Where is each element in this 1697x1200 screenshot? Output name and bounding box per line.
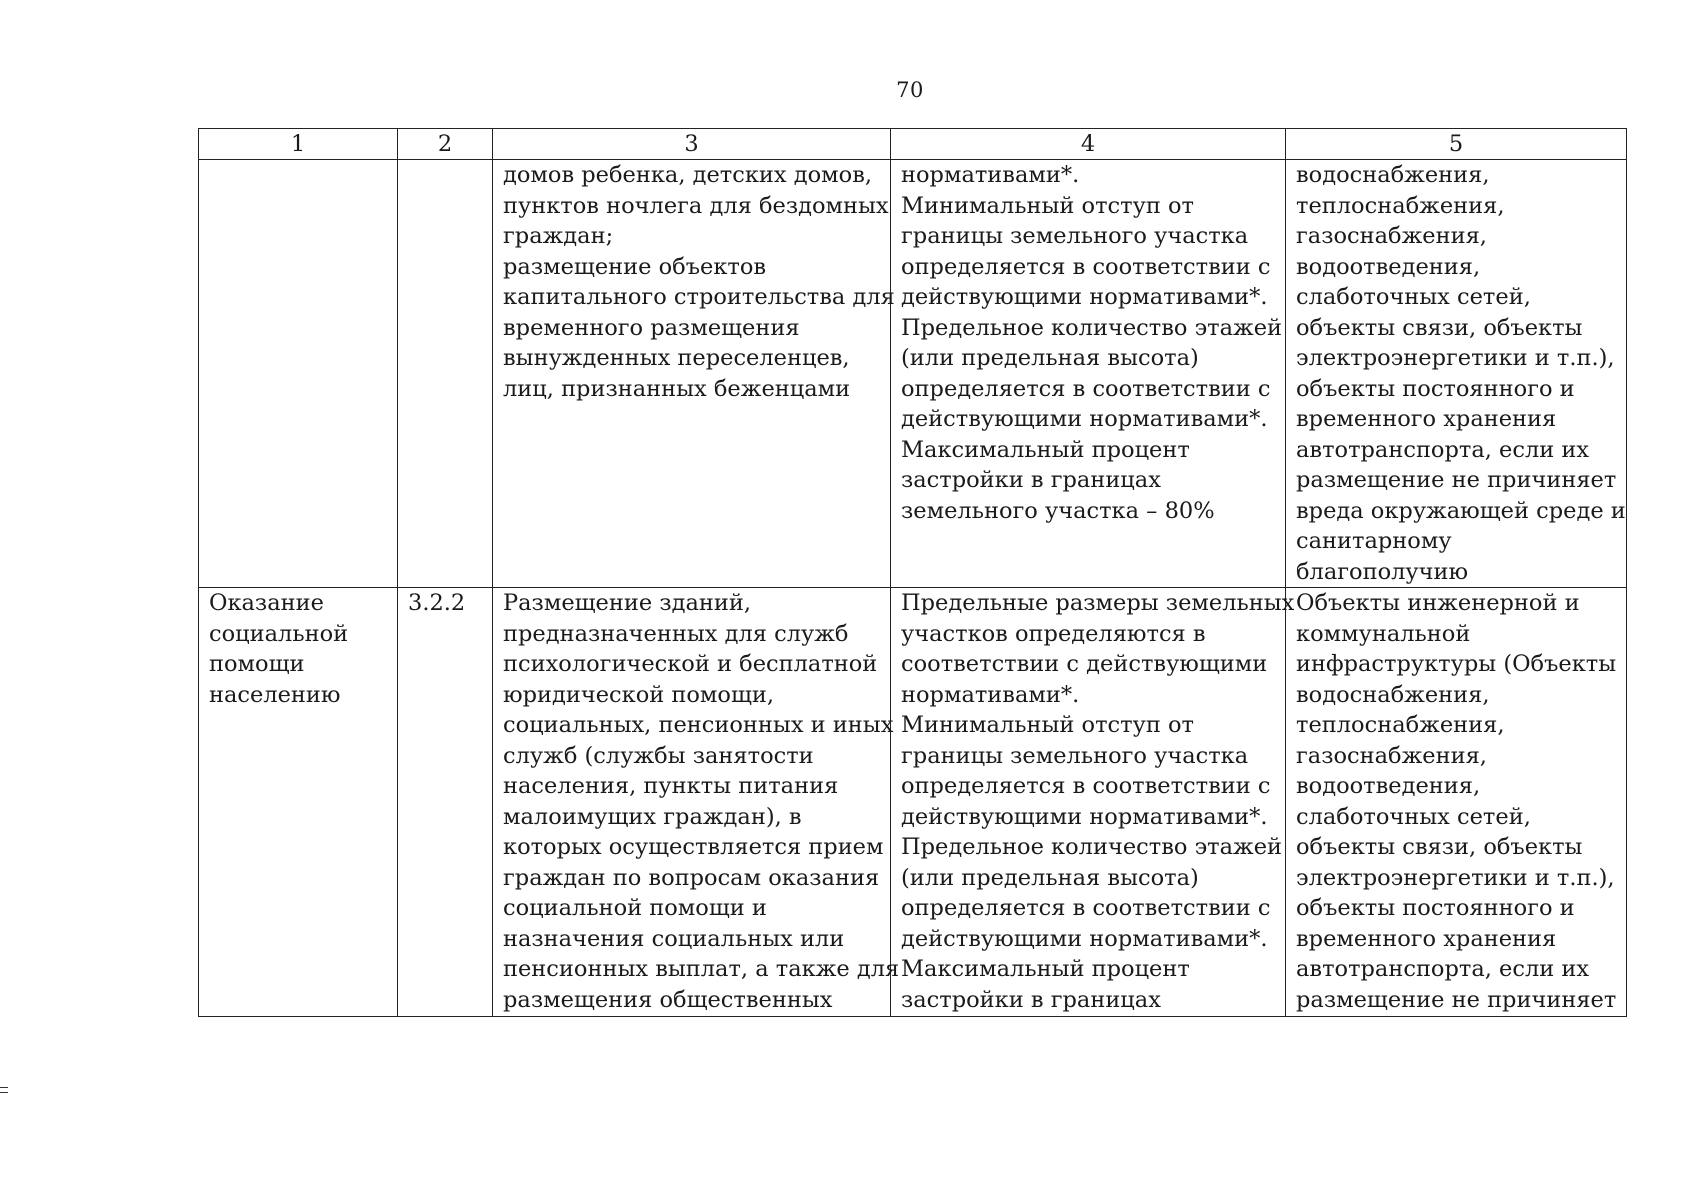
cell-text-line: электроэнергетики и т.п.),: [1296, 345, 1615, 371]
cell-text-line: временного хранения: [1296, 406, 1557, 432]
cell-text-line: лиц, признанных беженцами: [503, 375, 851, 402]
cell-text-line: размещение не причиняет: [1296, 986, 1617, 1013]
use-description-cell: [493, 588, 900, 1017]
cell-text-line: Предельное количество этажей: [901, 314, 1283, 341]
column-header-5: 5: [1286, 129, 1627, 160]
cell-text-line: психологической и бесплатной: [503, 651, 878, 677]
cell-text-line: слаботочных сетей,: [1296, 803, 1531, 830]
cell-text-line: определяется в соответствии с: [901, 773, 1271, 799]
cell-text-line: слаботочных сетей,: [1296, 284, 1531, 310]
cell-text-line: пунктов ночлега для бездомных: [503, 192, 889, 219]
cell-text-line: объекты постоянного и: [1296, 375, 1575, 402]
use-description-cell: [493, 160, 895, 588]
cell-text-line: помощи: [209, 651, 305, 677]
cell-text-line: границы земельного участка: [901, 223, 1249, 249]
cell-text-line: газоснабжения,: [1296, 742, 1487, 769]
use-code-cell: [398, 160, 493, 588]
cell-text-line: временного размещения: [503, 314, 800, 341]
cell-text-line: временного хранения: [1296, 925, 1557, 952]
cell-text-line: объекты связи, объекты: [1296, 834, 1583, 860]
cell-text-line: действующими нормативами*.: [901, 406, 1268, 432]
cell-text-line: населению: [209, 681, 341, 708]
cell-text-line: домов ребенка, детских домов,: [503, 162, 873, 188]
use-name-cell: [199, 160, 398, 588]
cell-text-line: Предельные размеры земельных: [901, 590, 1295, 616]
cell-text-line: санитарному: [1296, 528, 1452, 554]
cell-text-line: автотранспорта, если их: [1296, 956, 1590, 982]
cell-text-line: теплоснабжения,: [1296, 712, 1505, 738]
cell-text-line: теплоснабжения,: [1296, 192, 1505, 219]
cell-text-line: электроэнергетики и т.п.),: [1296, 864, 1615, 891]
parameters-cell: [891, 588, 1295, 1017]
table-row: [199, 160, 1627, 588]
table-header-row: [199, 129, 1627, 160]
column-header-1: 1: [199, 129, 398, 160]
cell-text-line: определяется в соответствии с: [901, 375, 1271, 402]
cell-text-line: нормативами*.: [901, 681, 1080, 708]
cell-text-line: водоотведения,: [1296, 773, 1481, 799]
cell-text-line: инфраструктуры (Объекты: [1296, 651, 1617, 677]
cell-text-line: земельного участка – 80%: [901, 497, 1215, 524]
cell-text-line: объекты связи, объекты: [1296, 314, 1583, 341]
cell-text-line: Оказание: [209, 590, 324, 616]
cell-text-line: границы земельного участка: [901, 742, 1249, 769]
table-row: [199, 588, 1627, 1017]
cell-text-line: размещение не причиняет: [1296, 467, 1617, 493]
cell-text-line: Объекты инженерной и: [1296, 590, 1580, 616]
cell-text-line: вынужденных переселенцев,: [503, 345, 850, 371]
cell-text-line: служб (службы занятости: [503, 742, 814, 769]
cell-text-line: размещения общественных: [503, 986, 833, 1013]
cell-text-line: капитального строительства для: [503, 284, 895, 310]
cell-text-line: определяется в соответствии с: [901, 253, 1271, 280]
cell-text-line: автотранспорта, если их: [1296, 436, 1590, 463]
parameters-cell: [891, 160, 1286, 588]
cell-text-line: вреда окружающей среде и: [1296, 497, 1626, 524]
cell-text-line: назначения социальных или: [503, 925, 845, 952]
cell-text-line: 3.2.2: [408, 590, 466, 616]
column-header-3: 3: [493, 129, 891, 160]
scan-edge-mark: [0, 1087, 8, 1093]
cell-text-line: водоснабжения,: [1296, 162, 1490, 188]
use-code-cell: [398, 588, 493, 1017]
use-name-cell: [199, 588, 398, 1017]
cell-text-line: соответствии с действующими: [901, 651, 1268, 677]
cell-text-line: граждан по вопросам оказания: [503, 864, 880, 891]
cell-text-line: действующими нормативами*.: [901, 925, 1268, 952]
cell-text-line: граждан;: [503, 223, 614, 249]
auxiliary-uses-cell: [1286, 160, 1627, 588]
cell-text-line: юридической помощи,: [503, 681, 775, 708]
column-header-4: 4: [891, 129, 1286, 160]
page-number: 70: [896, 78, 924, 102]
cell-text-line: газоснабжения,: [1296, 223, 1487, 249]
cell-text-line: водоотведения,: [1296, 253, 1481, 280]
cell-text-line: благополучию: [1296, 558, 1469, 585]
cell-text-line: Максимальный процент: [901, 956, 1190, 982]
cell-text-line: участков определяются в: [901, 620, 1206, 647]
cell-text-line: застройки в границах: [901, 467, 1161, 493]
cell-text-line: которых осуществляется прием: [503, 834, 884, 860]
cell-text-line: (или предельная высота): [901, 345, 1199, 371]
regulations-table: [198, 128, 1627, 1017]
cell-text-line: (или предельная высота): [901, 864, 1199, 891]
cell-text-line: малоимущих граждан), в: [503, 803, 802, 830]
cell-text-line: действующими нормативами*.: [901, 284, 1268, 310]
cell-text-line: размещение объектов: [503, 253, 767, 280]
cell-text-line: Максимальный процент: [901, 436, 1190, 463]
cell-text-line: водоснабжения,: [1296, 681, 1490, 708]
cell-text-line: Размещение зданий,: [503, 590, 752, 616]
cell-text-line: пенсионных выплат, а также для: [503, 956, 900, 982]
cell-text-line: населения, пункты питания: [503, 773, 839, 799]
cell-text-line: предназначенных для служб: [503, 620, 849, 647]
cell-text-line: социальной: [209, 620, 349, 647]
cell-text-line: социальных, пенсионных и иных: [503, 712, 894, 738]
cell-text-line: коммунальной: [1296, 620, 1471, 647]
cell-text-line: действующими нормативами*.: [901, 803, 1268, 830]
cell-text-line: определяется в соответствии с: [901, 895, 1271, 921]
column-header-2: 2: [398, 129, 493, 160]
cell-text-line: объекты постоянного и: [1296, 895, 1575, 921]
auxiliary-uses-cell: [1286, 588, 1627, 1017]
cell-text-line: Предельное количество этажей: [901, 834, 1283, 860]
cell-text-line: застройки в границах: [901, 986, 1161, 1013]
cell-text-line: Минимальный отступ от: [901, 192, 1194, 219]
cell-text-line: нормативами*.: [901, 162, 1080, 188]
cell-text-line: социальной помощи и: [503, 895, 767, 921]
cell-text-line: Минимальный отступ от: [901, 712, 1194, 738]
